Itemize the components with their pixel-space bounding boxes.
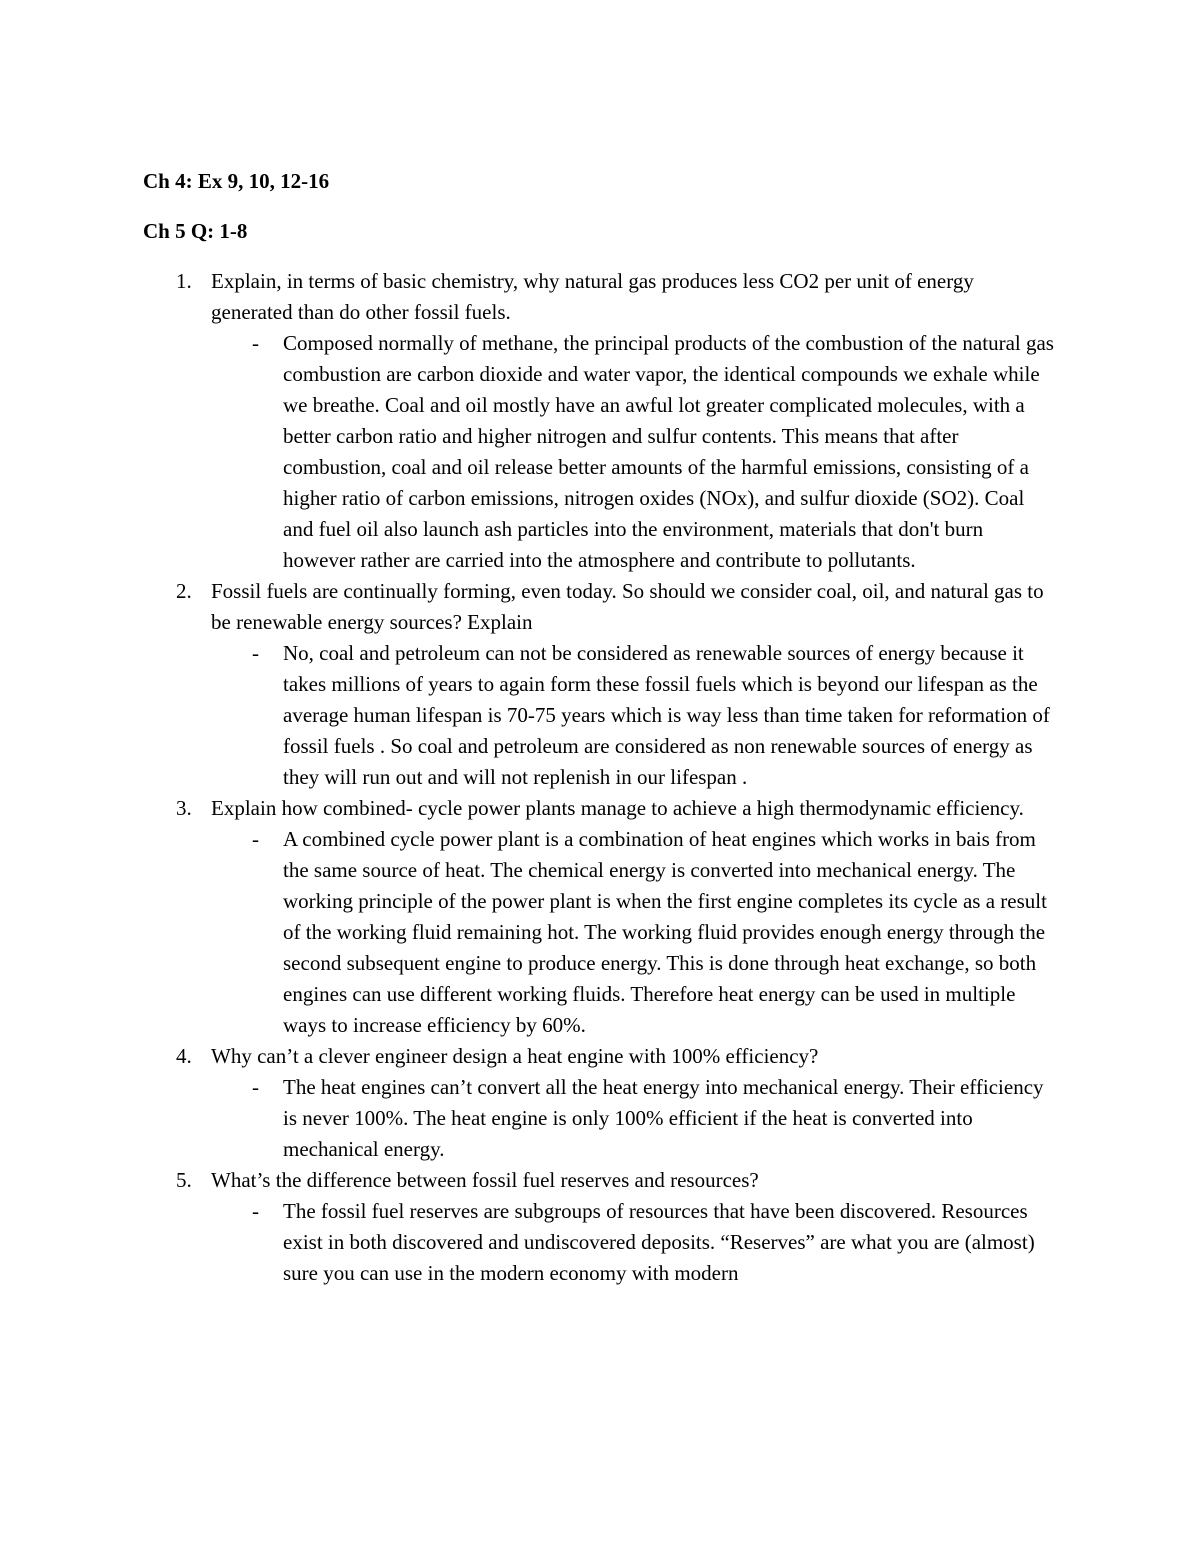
answer-text: A combined cycle power plant is a combination of heat engines which works in bais from the same source of heat. The chemical energy is converted into mechanical energy. The working principle of the power plant is when the first engine completes its cycle as a result of the working fluid remaining hot. The working fluid provides enough energy through the second subsequent engine to produce energy. This is done through heat exchange, so both engines can use different working fluids. Therefore heat energy can be used in multiple ways to increase efficiency by 60%. [283, 827, 1047, 1037]
question-text: Explain, in terms of basic chemistry, why natural gas produces less CO2 per unit of energy generated than do other fossil fuels. [211, 269, 974, 324]
question-item [0, 1041, 1200, 1165]
answer-bullet: - [252, 331, 259, 355]
answer-item [0, 1072, 1200, 1165]
answer-text: The heat engines can’t convert all the heat energy into mechanical energy. Their efficiency is never 100%. The heat engine is only 100% efficient if the heat is converted into mechanical energy. [283, 1075, 1044, 1161]
answer-item [0, 638, 1200, 793]
question-number: 2. [176, 579, 192, 603]
answer-item [0, 1196, 1200, 1289]
question-item [0, 266, 1200, 576]
question-item [0, 793, 1200, 1041]
question-number: 5. [176, 1168, 192, 1192]
answer-text: No, coal and petroleum can not be considered as renewable sources of energy because it takes millions of years to again form these fossil fuels which is beyond our lifespan as the average human lifespan is 70-75 years which is way less than time taken for reformation of fossil fuels . So coal and petroleum are considered as non renewable sources of energy as they will run out and will not replenish in our lifespan . [283, 641, 1050, 789]
question-text: Fossil fuels are continually forming, even today. So should we consider coal, oil, and natural gas to be renewable energy sources? Explain [211, 579, 1044, 634]
question-list [0, 266, 1200, 1289]
answer-text: The fossil fuel reserves are subgroups of resources that have been discovered. Resources exist in both discovered and undiscovered deposits. “Reserves” are what you are (almost) sure you can use in the modern economy with modern [283, 1199, 1035, 1285]
question-number: 1. [176, 269, 192, 293]
assignment-heading-ch4: Ch 4: Ex 9, 10, 12-16 [143, 169, 330, 193]
question-number: 3. [176, 796, 192, 820]
question-item [0, 576, 1200, 793]
question-text: Why can’t a clever engineer design a heat engine with 100% efficiency? [211, 1044, 819, 1068]
question-text: What’s the difference between fossil fuel reserves and resources? [211, 1168, 759, 1192]
answer-bullet: - [252, 641, 259, 665]
answer-bullet: - [252, 827, 259, 851]
question-item [0, 1165, 1200, 1289]
question-text: Explain how combined- cycle power plants manage to achieve a high thermodynamic efficiency. [211, 796, 1024, 820]
answer-bullet: - [252, 1075, 259, 1099]
question-number: 4. [176, 1044, 192, 1068]
assignment-heading-ch5: Ch 5 Q: 1-8 [143, 219, 248, 243]
answer-text: Composed normally of methane, the principal products of the combustion of the natural gas combustion are carbon dioxide and water vapor, the identical compounds we exhale while we breathe. Coal and oil mostly have an awful lot greater complicated molecules, with a better carbon ratio and higher nitrogen and sulfur contents. This means that after combustion, coal and oil release better amounts of the harmful emissions, consisting of a higher ratio of carbon emissions, nitrogen oxides (NOx), and sulfur dioxide (SO2). Coal and fuel oil also launch ash particles into the environment, materials that don't burn however rather are carried into the atmosphere and contribute to pollutants. [283, 331, 1054, 572]
answer-item [0, 824, 1200, 1041]
answer-bullet: - [252, 1199, 259, 1223]
answer-item [0, 328, 1200, 576]
